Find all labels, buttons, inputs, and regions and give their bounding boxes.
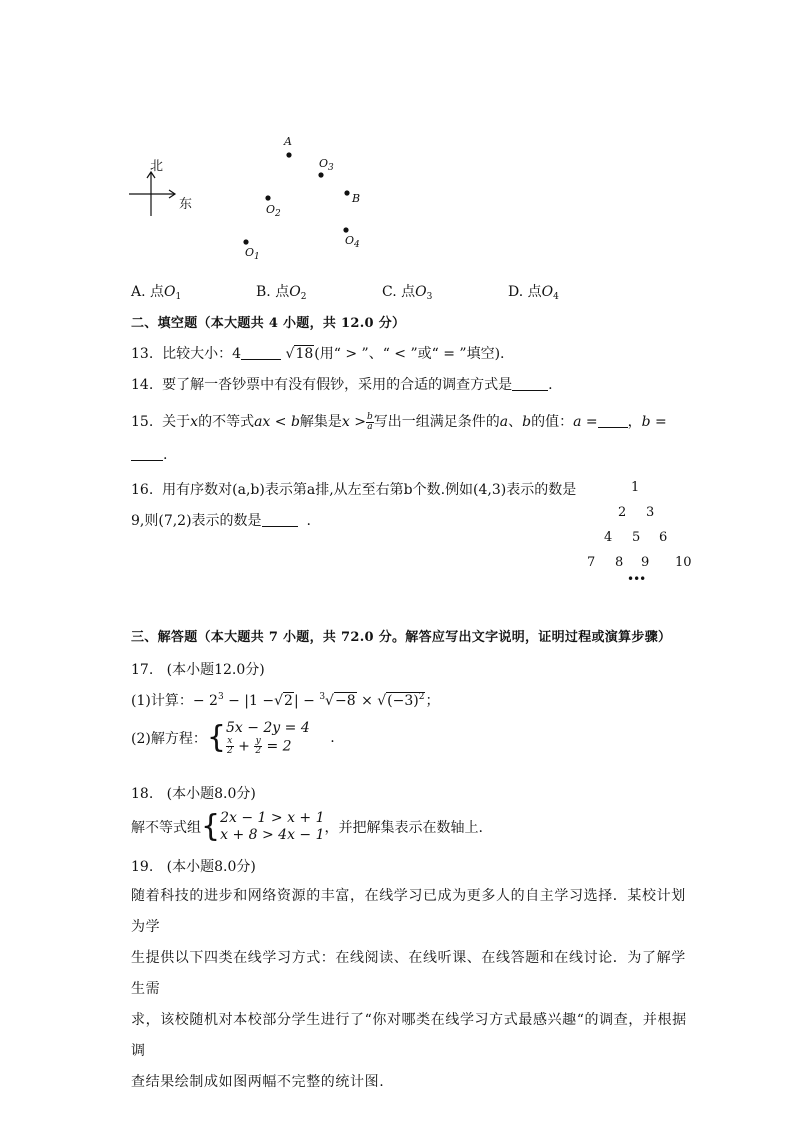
tri-cell: 4 [604,530,613,545]
compass-east-label: 东 [179,197,193,212]
option-d[interactable]: D. 点$O_4$ [508,284,559,302]
tri-cell: 6 [659,530,668,545]
answer-blank-15-a[interactable] [598,413,628,428]
question-18-body: 解不等式组{ 2x − 1 > x + 1 x + 8 > 4x − 1 ，并把解集表示在数轴上. [131,809,483,844]
tri-dots: ••• [627,572,646,586]
point-O2-label: $O_2$ [266,203,281,219]
point-B-label: B [352,192,361,205]
option-b[interactable]: B. 点$O_2$ [256,284,307,302]
tri-cell: 5 [632,530,641,545]
point-O2-dot [265,195,270,200]
question-17-part1: (1)计算：− $2^3 - |1 -√2| - ^3√-8 \times √(-3)^2$； [131,692,440,709]
tri-cell: 7 [587,555,596,570]
section-2-title: 二、填空题（本大题共 4 小题，共 12.0 分） [131,316,406,331]
compass-icon [125,168,185,220]
answer-blank-16[interactable] [262,512,298,527]
answer-blank-13[interactable] [241,345,281,360]
point-O3-dot [318,172,323,177]
compass-north-label: 北 [150,159,164,174]
question-17-header: 17. (本小题12.0分) [131,662,265,678]
section-3-title: 三、解答题（本大题共 7 小题，共 72.0 分。解答应写出文字说明，证明过程或演算步骤） [131,630,672,645]
answer-blank-14[interactable] [512,376,548,391]
tri-cell: 2 [618,505,627,520]
point-O4-dot [343,227,348,232]
q19-line: 随着科技的进步和网络资源的丰富，在线学习已成为更多人的自主学习选择．某校计划为学 [131,888,686,935]
tri-cell: 8 [615,555,624,570]
q19-line: 求，该校随机对本校部分学生进行了“你对哪类在线学习方式最感兴趣“的调查，并根据调 [131,1012,687,1059]
question-13: 13. 比较大小：4 √18(用“ > ”、“ < ”或“ = ”填空). [131,346,505,362]
option-c[interactable]: C. 点$O_3$ [382,284,433,302]
tri-cell: 9 [641,555,650,570]
point-O3-label: $O_3$ [319,157,334,173]
question-16-cont: 9,则(7,2)表示的数是 . [131,513,311,529]
answer-blank-15-b[interactable] [131,446,163,461]
point-A-label: A [284,135,292,148]
question-14: 14. 要了解一沓钞票中有没有假钞，采用的合适的调查方式是 . [131,377,553,393]
question-15-cont: . [131,446,167,463]
point-B-dot [344,190,349,195]
question-18-header: 18. (本小题8.0分) [131,786,256,802]
q19-line: 生提供以下四类在线学习方式：在线阅读、在线听课、在线答题和在线讨论．为了解学生需 [131,950,686,997]
point-A-dot [286,152,291,157]
tri-cell: 10 [675,555,692,570]
question-15: 15. 关于x的不等式ax < b解集是x > $\frac{b}{a}$ 写出一组满足条件的a、b的值：a = ，b = [131,411,667,432]
point-O1-label: $O_1$ [245,246,260,262]
question-17-part2: (2)解方程：{ 5x − 2y = 4 $\frac{x}{2}$ + $\frac{y}{2}$ = 2 . [131,720,335,756]
question-19-header: 19. (本小题8.0分) [131,859,256,875]
question-19-body [131,881,691,1098]
option-a[interactable]: A. 点$O_1$ [131,284,182,302]
q19-line: 查结果绘制成如图两幅不完整的统计图. [131,1074,385,1090]
point-O4-label: $O_4$ [345,234,360,250]
question-16: 16. 用有序数对(a,b)表示第a排,从左至右第b个数.例如(4,3)表示的数是 [131,482,577,498]
tri-cell: 3 [646,505,655,520]
tri-cell: 1 [631,480,640,495]
point-O1-dot [243,239,248,244]
